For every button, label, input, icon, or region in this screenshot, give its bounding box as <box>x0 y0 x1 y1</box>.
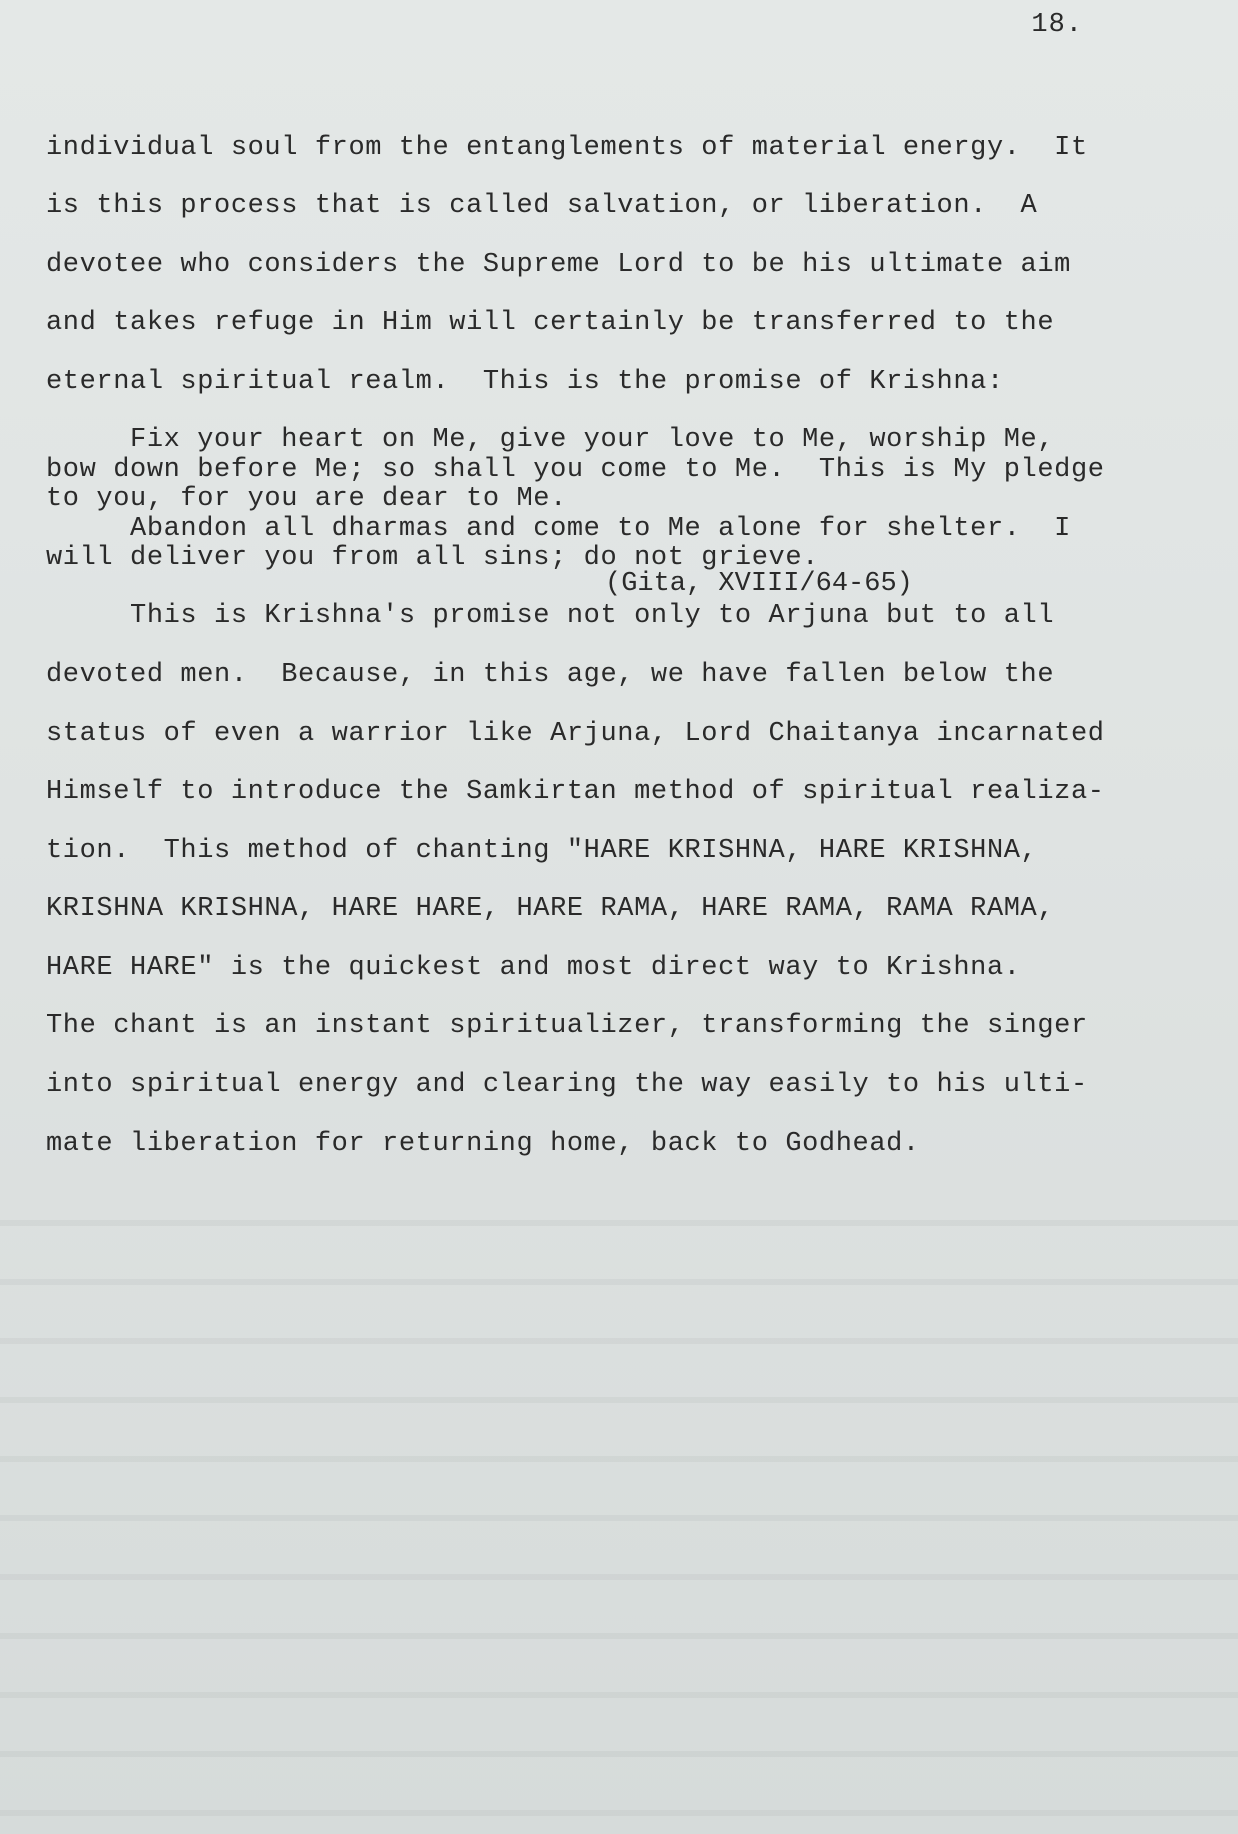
quote-line: Abandon all dharmas and come to Me alone for shelter. I <box>46 514 1071 544</box>
body-line: and takes refuge in Him will certainly be transferred to the <box>46 308 1055 338</box>
body-line: is this process that is called salvation, or liberation. A <box>46 191 1038 221</box>
quote-line: Fix your heart on Me, give your love to Me, worship Me, <box>46 425 1055 455</box>
body-line: KRISHNA KRISHNA, HARE HARE, HARE RAMA, HARE RAMA, RAMA RAMA, <box>46 894 1055 924</box>
body-line: HARE HARE" is the quickest and most direct way to Krishna. <box>46 953 1021 983</box>
body-line: into spiritual energy and clearing the way easily to his ulti- <box>46 1070 1088 1100</box>
quote-line: will deliver you from all sins; do not grieve. <box>46 543 819 573</box>
page-number: 18. <box>1031 10 1083 40</box>
quote-line: to you, for you are dear to Me. <box>46 484 567 514</box>
body-line: status of even a warrior like Arjuna, Lord Chaitanya incarnated <box>46 719 1105 749</box>
body-line: Himself to introduce the Samkirtan method of spiritual realiza- <box>46 777 1105 807</box>
body-line: devoted men. Because, in this age, we have fallen below the <box>46 660 1055 690</box>
body-line: The chant is an instant spiritualizer, transforming the singer <box>46 1011 1088 1041</box>
reverse-side-bleed-through <box>0 1180 1238 1834</box>
quote-line: bow down before Me; so shall you come to Me. This is My pledge <box>46 455 1105 485</box>
body-line: individual soul from the entanglements of material energy. It <box>46 133 1088 163</box>
scripture-citation: (Gita, XVIII/64-65) <box>605 569 913 599</box>
body-line: tion. This method of chanting "HARE KRISHNA, HARE KRISHNA, <box>46 836 1038 866</box>
body-line: mate liberation for returning home, back to Godhead. <box>46 1129 920 1159</box>
body-line: eternal spiritual realm. This is the promise of Krishna: <box>46 367 1004 397</box>
body-line: This is Krishna's promise not only to Arjuna but to all <box>46 601 1055 631</box>
body-line: devotee who considers the Supreme Lord to be his ultimate aim <box>46 250 1071 280</box>
